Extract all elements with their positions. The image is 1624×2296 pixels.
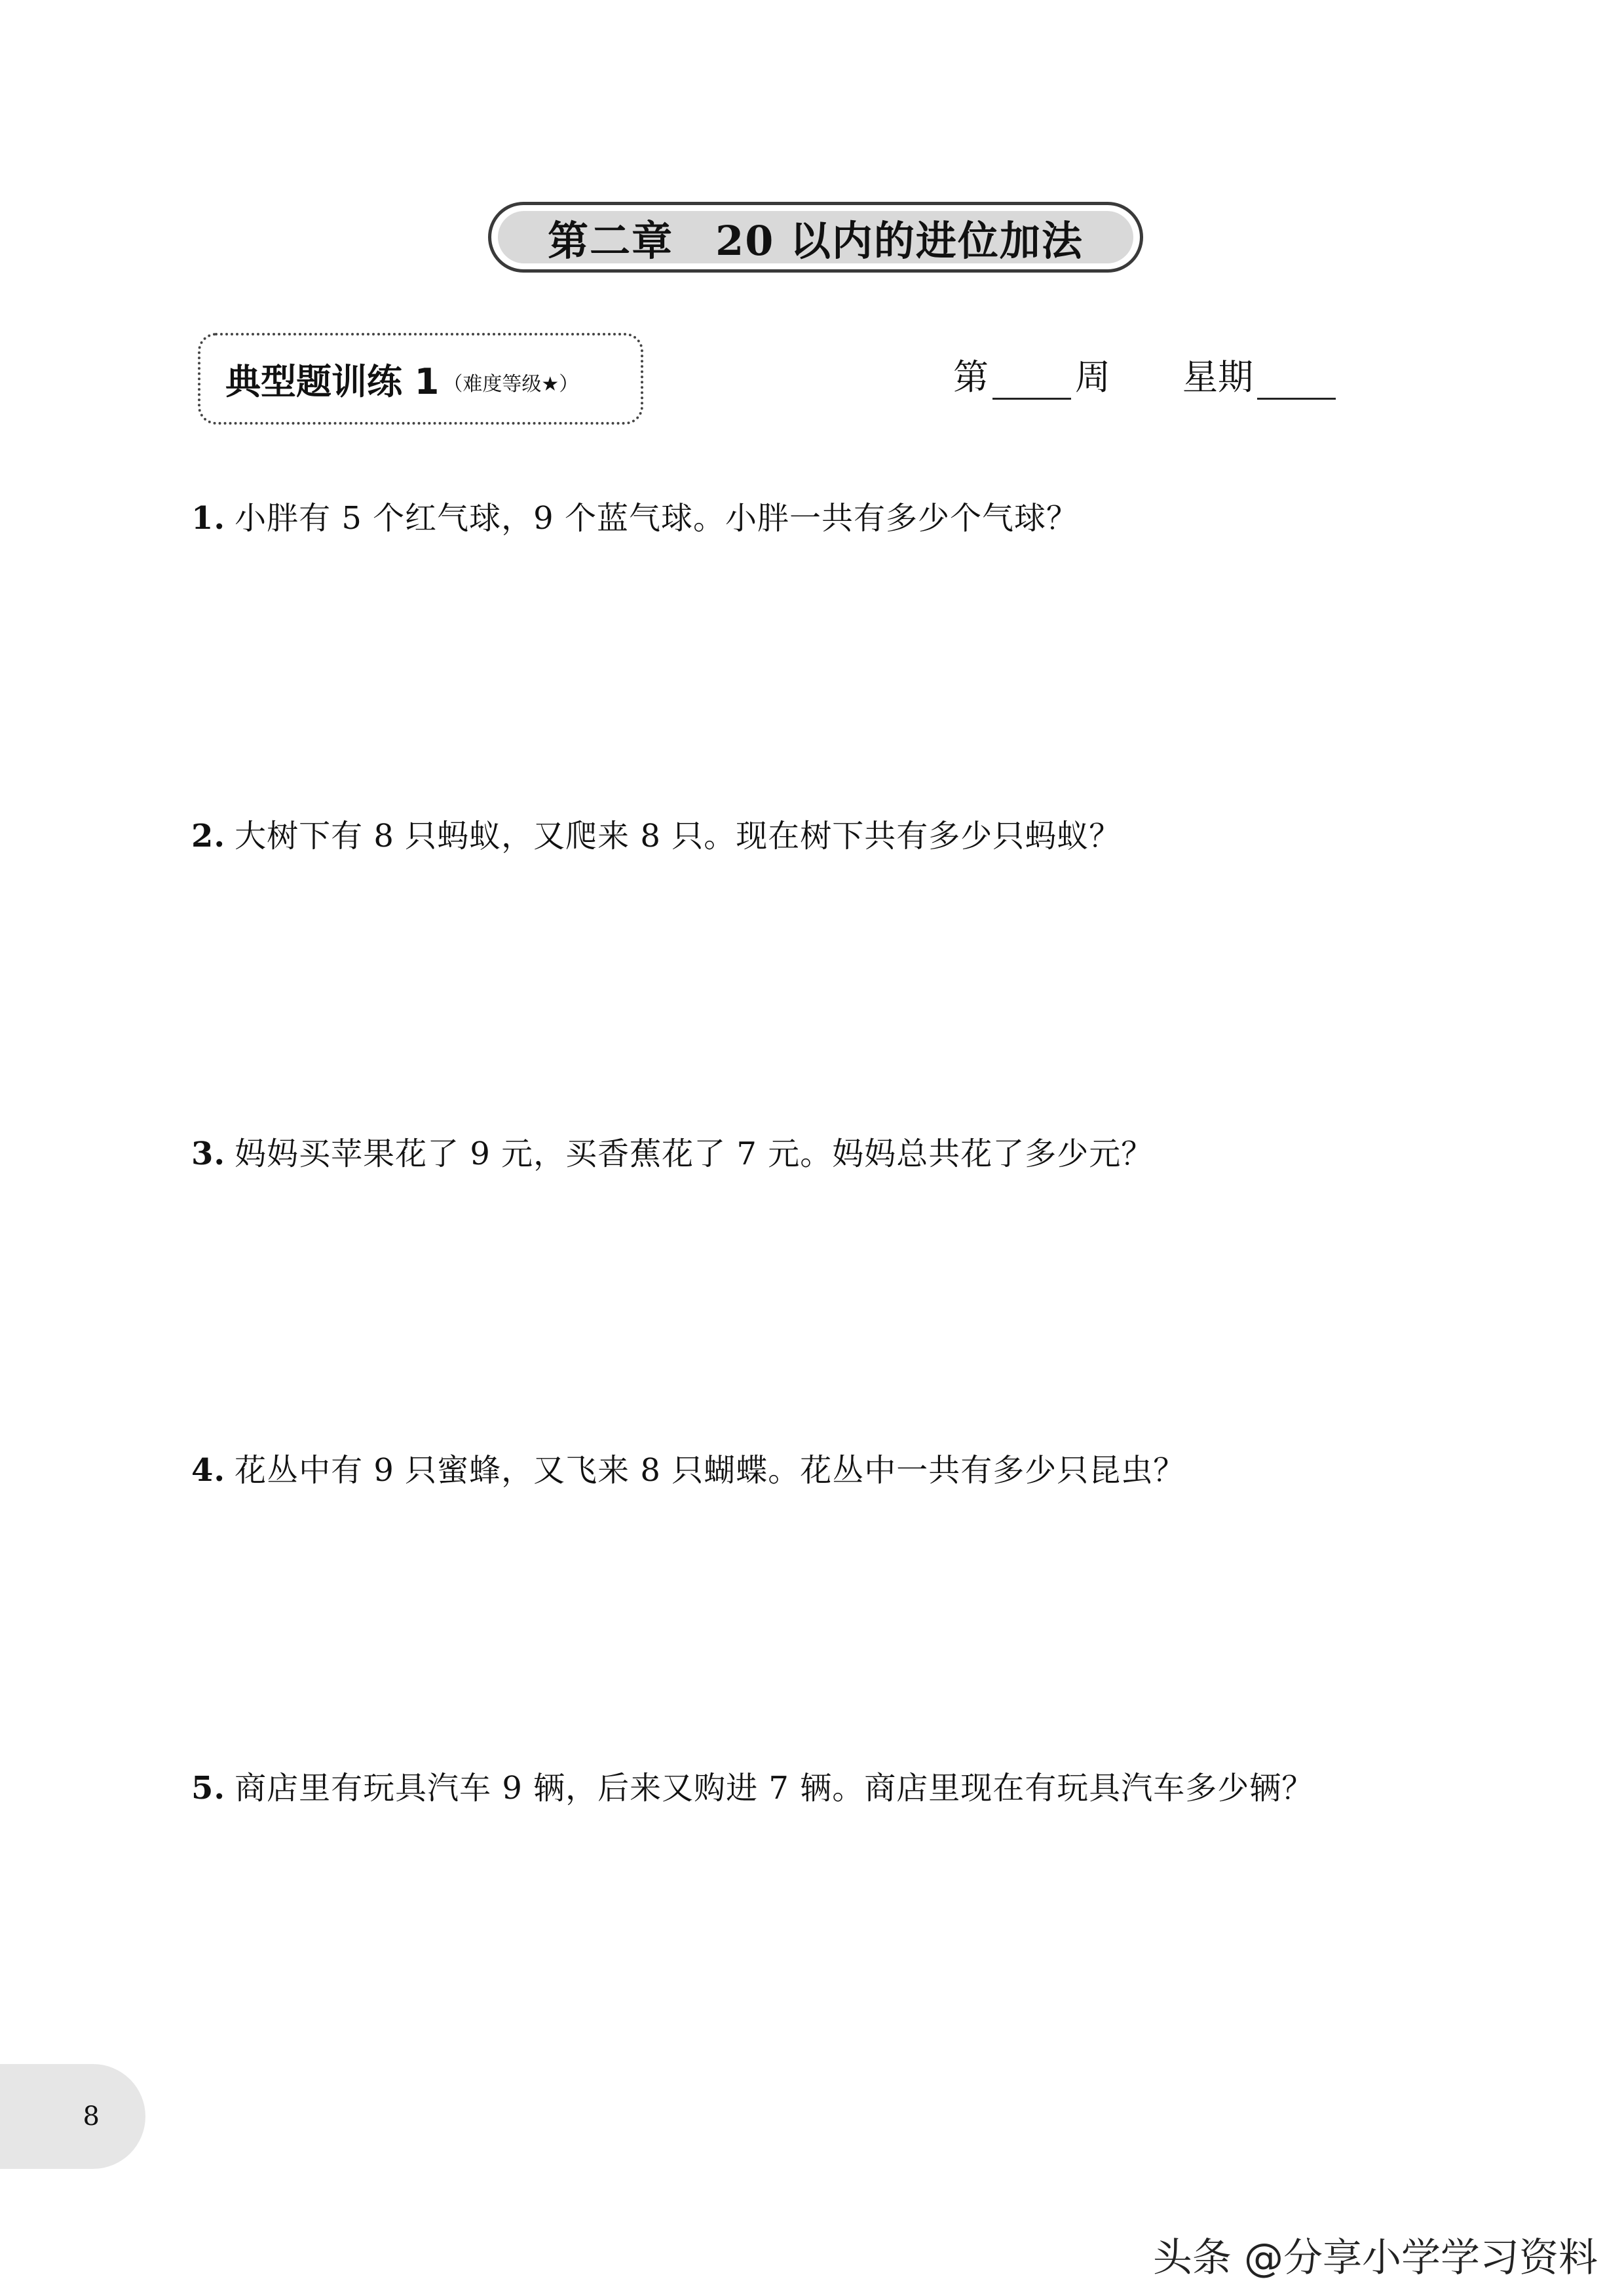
week-suffix: 周 xyxy=(1075,356,1110,398)
week-prefix: 第 xyxy=(953,356,989,398)
section-badge xyxy=(198,333,643,425)
question-2 xyxy=(191,811,1121,856)
chapter-banner xyxy=(488,202,1143,273)
question-5 xyxy=(191,1763,1313,1808)
question-text: 小胖有 5 个红气球，9 个蓝气球。小胖一共有多少个气球？ xyxy=(235,500,1078,537)
question-3 xyxy=(191,1128,1153,1174)
section-title: 典型题训练 1 xyxy=(225,360,440,402)
schedule-fill-in xyxy=(953,347,1340,400)
question-text: 商店里有玩具汽车 9 辆，后来又购进 7 辆。商店里现在有玩具汽车多少辆？ xyxy=(235,1770,1314,1807)
day-label: 星期 xyxy=(1182,356,1253,398)
question-text: 花丛中有 9 只蜜蜂，又飞来 8 只蝴蝶。花丛中一共有多少只昆虫？ xyxy=(235,1452,1186,1489)
difficulty-label: （难度等级★） xyxy=(443,373,579,396)
page-number: 8 xyxy=(83,2101,100,2132)
question-1 xyxy=(191,493,1078,538)
chapter-title: 第二章 20 以内的进位加法 xyxy=(548,216,1084,265)
question-4 xyxy=(191,1445,1185,1490)
day-blank[interactable] xyxy=(1257,352,1336,400)
question-number: 4. xyxy=(191,1452,226,1489)
question-number: 3. xyxy=(191,1136,226,1172)
week-blank[interactable] xyxy=(992,352,1071,400)
question-text: 妈妈买苹果花了 9 元，买香蕉花了 7 元。妈妈总共花了多少元？ xyxy=(235,1136,1154,1172)
watermark: 头条 @分享小学学习资料 xyxy=(1152,2235,1598,2281)
page-number-tab xyxy=(0,2064,145,2169)
question-number: 5. xyxy=(191,1770,226,1807)
chapter-banner-fill xyxy=(498,211,1133,263)
question-number: 1. xyxy=(191,500,226,537)
question-text: 大树下有 8 只蚂蚁，又爬来 8 只。现在树下共有多少只蚂蚁？ xyxy=(235,818,1122,854)
question-number: 2. xyxy=(191,818,226,854)
